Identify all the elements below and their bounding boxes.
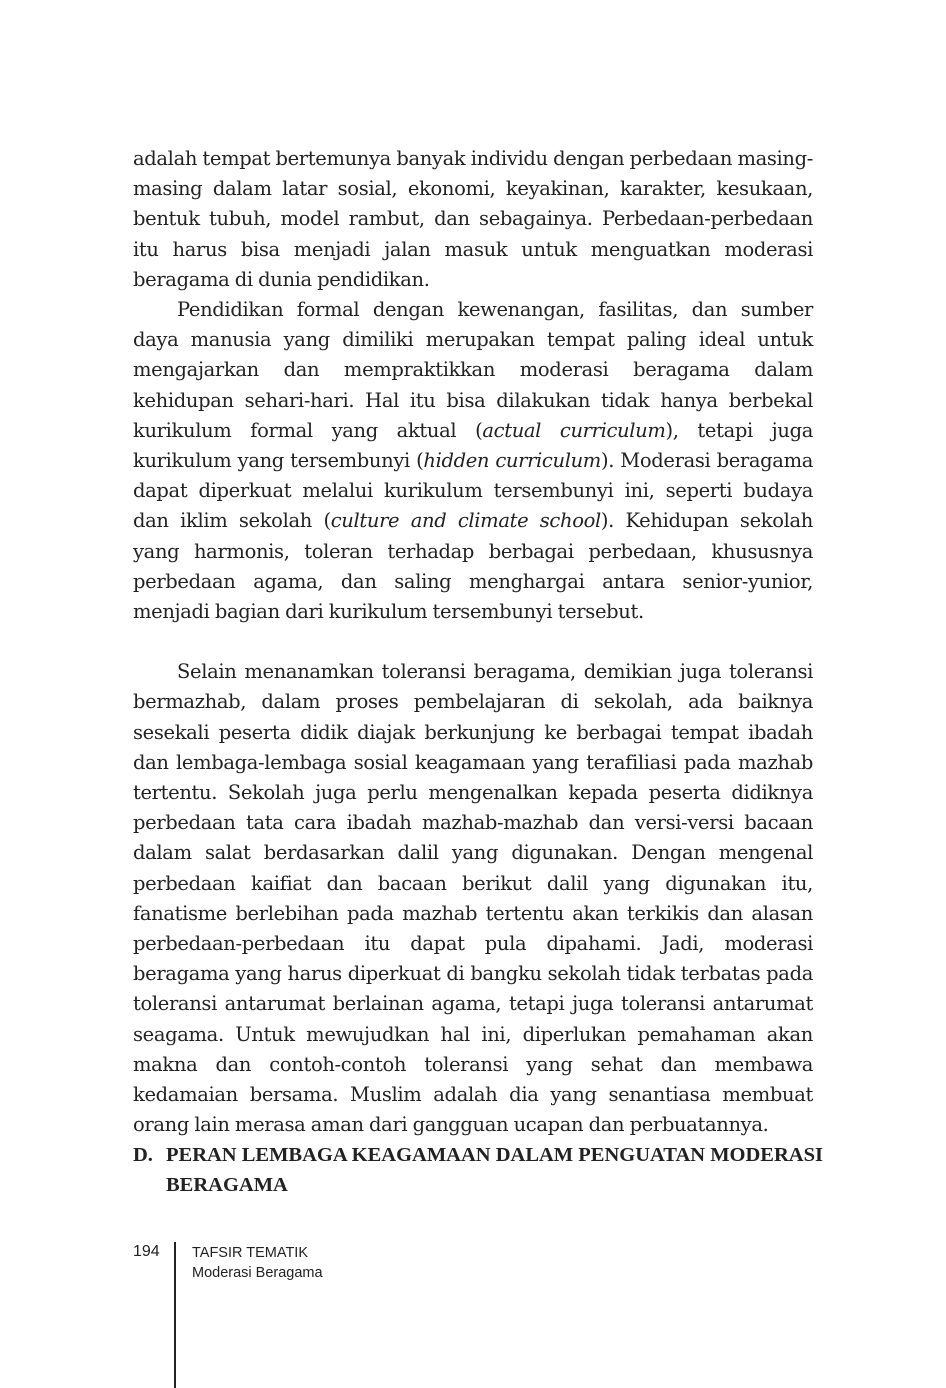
paragraph-2 (133, 295, 813, 627)
paragraph-1: adalah tempat bertemunya banyak individu dengan perbedaan masing-masing dalam latar sosial, ekonomi, keyakinan, karakter, kesukaan, bentuk tubuh, model rambut, dan sebagainya. Perbedaan-perbedaan itu harus bisa menjadi jalan masuk untuk menguatkan moderasi beragama di dunia pendidikan. (133, 147, 813, 291)
section-title: PERAN LEMBAGA KEAGAMAAN DALAM PENGUATAN MODERASI BERAGAMA (166, 1144, 823, 1196)
paragraph-3: Selain menanamkan toleransi beragama, demikian juga toleransi bermazhab, dalam proses pembelajaran di sekolah, ada baiknya sesekali peserta didik diajak berkunjung ke berbagai tempat ibadah dan lembaga-lembaga sosial keagamaan yang terafiliasi pada mazhab tertentu. Sekolah juga perlu mengenalkan kepada peserta didiknya perbedaan tata cara ibadah mazhab-mazhab dan versi-versi bacaan dalam salat berdasarkan dalil yang digunakan. Dengan mengenal perbedaan kaifiat dan bacaan berikut dalil yang digunakan itu, fanatisme berlebihan pada mazhab tertentu akan terkikis dan alasan perbedaan-perbedaan itu dapat pula dipahami. Jadi, moderasi beragama yang harus diperkuat di bangku sekolah tidak terbatas pada toleransi antarumat berlainan agama, tetapi juga toleransi antarumat seagama. Untuk mewujudkan hal ini, diperlukan pemahaman akan makna dan contoh-contoh toleransi yang sehat dan membawa kedamaian bersama. Muslim adalah dia yang senantiasa membuat orang lain merasa aman dari gangguan ucapan dan perbuatannya. (133, 660, 813, 1137)
section-heading (133, 1140, 823, 1200)
running-footer (192, 1243, 323, 1283)
body-text (133, 144, 813, 1141)
section-letter: D. (133, 1144, 153, 1166)
book-title: TAFSIR TEMATIK (192, 1245, 309, 1261)
term-actual-curriculum: actual curriculum (482, 418, 666, 442)
paragraph-2-text-4: ). Kehidupan sekolah yang harmonis, toleran terhadap berbagai perbedaan, khususnya perbedaan agama, dan saling menghargai antara senior-yunior, menjadi bagian dari kurikulum tersembunyi tersebut. (133, 509, 813, 624)
paragraph-2-text-3: ). Moderasi beragama dapat diperkuat melalui kurikulum tersembunyi ini, seperti budaya dan iklim sekolah ( (133, 449, 813, 533)
footer-divider (174, 1242, 176, 1388)
term-hidden-curriculum: hidden curriculum (423, 449, 601, 473)
paragraph-2-text-2: ), tetapi juga kurikulum yang tersembunyi ( (133, 418, 813, 473)
page-number: 194 (133, 1243, 160, 1260)
term-culture-climate-school: culture and climate school (330, 509, 601, 533)
paragraph-2-text-1: Pendidikan formal dengan kewenangan, fasilitas, dan sumber daya manusia yang dimiliki merupakan tempat paling ideal untuk mengajarkan dan mempraktikkan moderasi beragama dalam kehidupan sehari-hari. Hal itu bisa dilakukan tidak hanya berbekal kurikulum formal yang aktual ( (133, 298, 813, 442)
book-subtitle: Moderasi Beragama (192, 1265, 323, 1281)
